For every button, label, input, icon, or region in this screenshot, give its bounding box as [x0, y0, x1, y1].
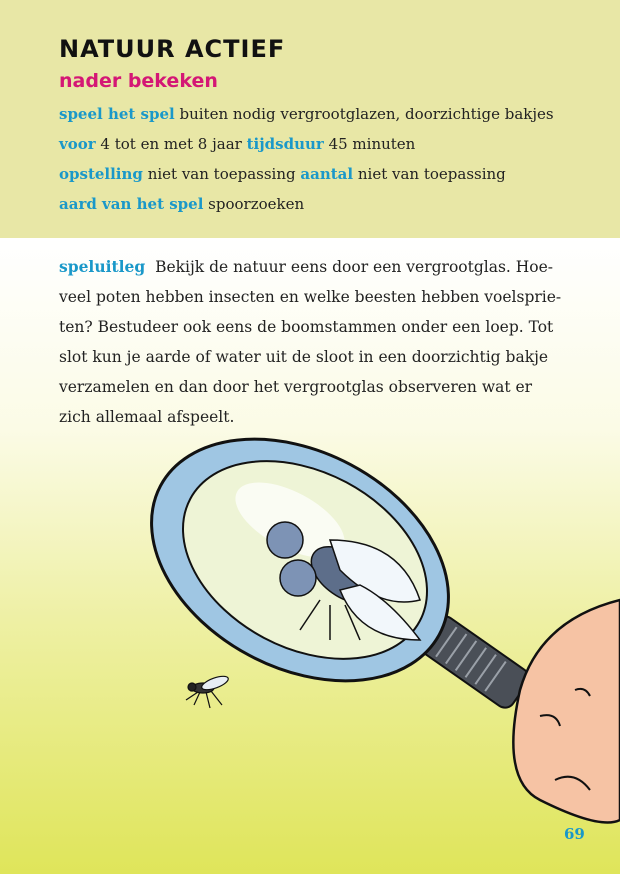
info-value: niet van toepassing: [147, 165, 296, 183]
page-subtitle: nader bekeken: [59, 70, 218, 92]
body-line: ten? Bestudeer ook eens de boomstammen onder een loep. Tot: [59, 318, 554, 336]
body-paragraph: [59, 252, 562, 432]
info-row-voor: [59, 135, 415, 153]
info-value: 4 tot en met 8 jaar: [100, 135, 242, 153]
page-number: 69: [564, 825, 585, 843]
info-key: aantal: [300, 165, 354, 183]
info-key: voor: [59, 135, 96, 153]
body-label: speluitleg: [59, 257, 146, 276]
body-line: veel poten hebben insecten en welke beesten hebben voelsprie-: [59, 288, 562, 306]
info-key: speel het spel: [59, 105, 175, 123]
info-value: buiten nodig vergrootglazen, doorzichtige bakjes: [179, 105, 554, 123]
small-fly-icon: [186, 674, 230, 708]
page-title: NATUUR ACTIEF: [59, 35, 286, 63]
body-line: zich allemaal afspeelt.: [59, 408, 235, 426]
info-key: opstelling: [59, 165, 143, 183]
magnifier-illustration: [0, 430, 620, 874]
info-key: aard van het spel: [59, 195, 204, 213]
info-row-aard: [59, 195, 304, 213]
body-line: speluitleg Bekijk de natuur eens door een vergrootglas. Hoe-: [59, 257, 554, 276]
finger-illustration: [513, 600, 620, 823]
body-line: verzamelen en dan door het vergrootglas observeren wat er: [59, 378, 533, 396]
info-row-speel: [59, 105, 554, 123]
info-row-opstelling: [59, 165, 506, 183]
info-value: 45 minuten: [328, 135, 416, 153]
info-key: tijdsduur: [246, 135, 324, 153]
info-value: spoorzoeken: [208, 195, 305, 213]
info-value: niet van toepassing: [357, 165, 506, 183]
body-line: slot kun je aarde of water uit de sloot in een doorzichtig bakje: [59, 348, 549, 366]
